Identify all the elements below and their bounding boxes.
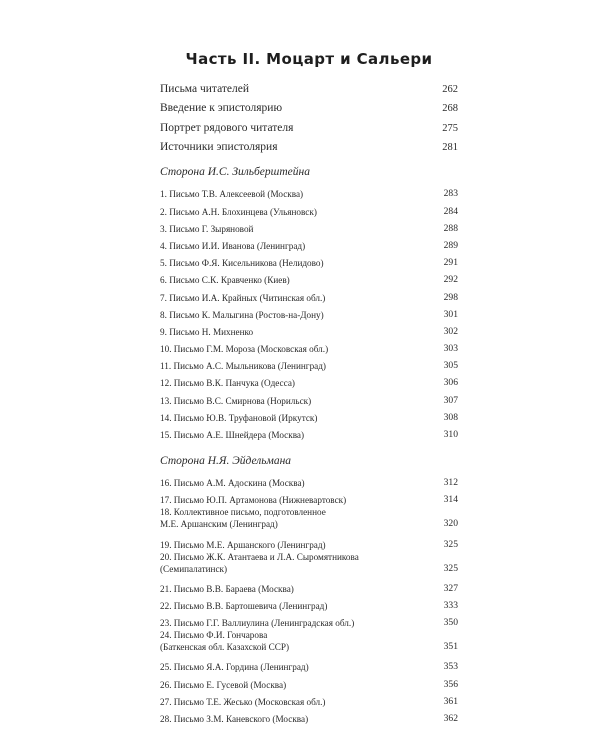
entry-text: 14. Письмо Ю.В. Труфановой (Иркутск) <box>160 412 318 423</box>
toc-entry[interactable] <box>160 673 458 690</box>
table-of-contents <box>160 50 458 725</box>
toc-entry[interactable] <box>160 407 458 424</box>
section-title: Сторона Н.Я. Эйдельмана <box>160 455 292 467</box>
toc-main-entry[interactable] <box>160 80 458 99</box>
toc-entry[interactable] <box>160 389 458 406</box>
toc-entry[interactable] <box>160 235 458 252</box>
section-title: Сторона И.С. Зильберштейна <box>160 166 310 179</box>
toc-entry[interactable] <box>160 629 458 656</box>
entry-page: 268 <box>442 103 458 115</box>
toc-entry[interactable] <box>160 183 458 200</box>
entry-text: 2. Письмо А.Н. Блохинцева (Ульяновск) <box>160 206 317 217</box>
toc-main-entry[interactable] <box>160 119 458 138</box>
entry-page: 361 <box>443 695 458 707</box>
entry-text: 27. Письмо Т.Е. Жесько (Московская обл.) <box>160 696 326 707</box>
toc-main-entry[interactable] <box>160 138 458 157</box>
toc-entry[interactable] <box>160 708 458 725</box>
entry-text: 20. Письмо Ж.К. Атантаева и Л.А. Сыромятникова (Семипалатинск) <box>160 551 359 574</box>
toc-entry[interactable] <box>160 200 458 217</box>
toc-entry[interactable] <box>160 506 458 533</box>
toc-entry[interactable] <box>160 372 458 389</box>
toc-entry[interactable] <box>160 218 458 235</box>
toc-entry[interactable] <box>160 269 458 286</box>
entry-text: 22. Письмо В.В. Бартошевича (Ленинград) <box>160 600 328 611</box>
entry-text: 16. Письмо А.М. Адоскина (Москва) <box>160 478 305 489</box>
entry-text: 28. Письмо З.М. Каневского (Москва) <box>160 713 309 724</box>
entry-page: 353 <box>443 661 458 673</box>
entry-page: 291 <box>443 257 458 269</box>
entry-page: 320 <box>443 518 458 530</box>
entry-text: 1. Письмо Т.В. Алексеевой (Москва) <box>160 189 304 200</box>
toc-entry[interactable] <box>160 338 458 355</box>
entry-text: 24. Письмо Ф.И. Гончарова (Баткенская обл. Казахской ССР) <box>160 630 290 653</box>
part-title: Часть II. Моцарт и Сальери <box>185 50 433 68</box>
entry-page: 310 <box>443 429 458 440</box>
entry-page: 302 <box>443 325 458 337</box>
entry-page: 281 <box>442 141 458 153</box>
entry-page: 350 <box>443 617 458 629</box>
entry-text: 8. Письмо К. Малыгина (Ростов-на-Дону) <box>160 309 324 320</box>
entry-text: 5. Письмо Ф.Я. Кисельникова (Нелидово) <box>160 258 324 269</box>
entry-page: 314 <box>443 494 458 506</box>
toc-entry[interactable] <box>160 489 458 506</box>
entry-page: 351 <box>443 641 458 653</box>
entry-page: 325 <box>443 562 458 574</box>
entry-text: 19. Письмо М.Е. Аршанского (Ленинград) <box>160 539 326 550</box>
entry-text: 13. Письмо В.С. Смирнова (Норильск) <box>160 395 312 406</box>
toc-entry[interactable] <box>160 472 458 489</box>
toc-sections <box>160 164 458 725</box>
entry-text: 25. Письмо Я.А. Гордина (Ленинград) <box>160 662 309 673</box>
entry-text: 7. Письмо И.А. Крайных (Читинская обл.) <box>160 292 326 303</box>
entry-page: 307 <box>443 394 458 406</box>
entry-page: 262 <box>442 84 458 95</box>
entry-text: 3. Письмо Г. Зыряновой <box>160 223 254 234</box>
toc-entry[interactable] <box>160 551 458 578</box>
entry-page: 283 <box>443 188 458 200</box>
entry-page: 284 <box>443 205 458 217</box>
entry-title: Источники эпистолярия <box>160 140 278 153</box>
entry-text: 15. Письмо А.Е. Шнейдера (Москва) <box>160 430 305 440</box>
entry-text: 12. Письмо В.К. Панчука (Одесса) <box>160 378 295 389</box>
entry-page: 292 <box>443 274 458 286</box>
entry-title: Портрет рядового читателя <box>160 121 294 134</box>
toc-entry[interactable] <box>160 578 458 595</box>
main-entries <box>160 80 458 157</box>
entry-text: 17. Письмо Ю.П. Артамонова (Нижневартовск) <box>160 495 347 506</box>
toc-main-entry[interactable] <box>160 99 458 118</box>
entry-page: 275 <box>442 122 458 134</box>
toc-entry[interactable] <box>160 691 458 708</box>
entry-page: 289 <box>443 239 458 251</box>
toc-entry[interactable] <box>160 612 458 629</box>
entry-text: 9. Письмо Н. Михненко <box>160 326 254 337</box>
entry-text: 4. Письмо И.И. Иванова (Ленинград) <box>160 240 306 251</box>
toc-entry[interactable] <box>160 286 458 303</box>
toc-entry[interactable] <box>160 355 458 372</box>
entry-page: 305 <box>443 360 458 372</box>
toc-entry[interactable] <box>160 304 458 321</box>
entry-page: 308 <box>443 411 458 423</box>
entry-page: 312 <box>443 477 458 489</box>
entry-page: 327 <box>443 582 458 594</box>
entry-text: 18. Коллективное письмо, подготовленное М.Е. Аршанским (Ленинград) <box>160 507 326 530</box>
entry-page: 306 <box>443 377 458 389</box>
entry-page: 325 <box>443 538 458 550</box>
entry-page: 298 <box>443 291 458 303</box>
entry-page: 288 <box>443 222 458 234</box>
entry-page: 303 <box>443 343 458 355</box>
entry-title: Введение к эпистолярию <box>160 102 283 115</box>
toc-entry[interactable] <box>160 321 458 338</box>
entry-text: 6. Письмо С.К. Кравченко (Киев) <box>160 275 290 286</box>
toc-entry[interactable] <box>160 533 458 550</box>
entry-text: 10. Письмо Г.М. Мороза (Московская обл.) <box>160 344 329 355</box>
toc-entry[interactable] <box>160 252 458 269</box>
entry-title: Письма читателей <box>160 83 250 95</box>
toc-entry[interactable] <box>160 424 458 441</box>
entry-text: 21. Письмо В.В. Бараева (Москва) <box>160 583 294 594</box>
entry-page: 362 <box>443 712 458 724</box>
entry-text: 23. Письмо Г.Г. Валлиулина (Ленинградская обл.) <box>160 618 355 629</box>
entry-page: 356 <box>443 678 458 690</box>
toc-entry[interactable] <box>160 656 458 673</box>
entry-text: 11. Письмо А.С. Мыльникова (Ленинград) <box>160 361 326 372</box>
entry-page: 301 <box>443 308 458 320</box>
entry-page: 333 <box>443 599 458 611</box>
toc-entry[interactable] <box>160 595 458 612</box>
entry-text: 26. Письмо Е. Гусевой (Москва) <box>160 679 287 690</box>
